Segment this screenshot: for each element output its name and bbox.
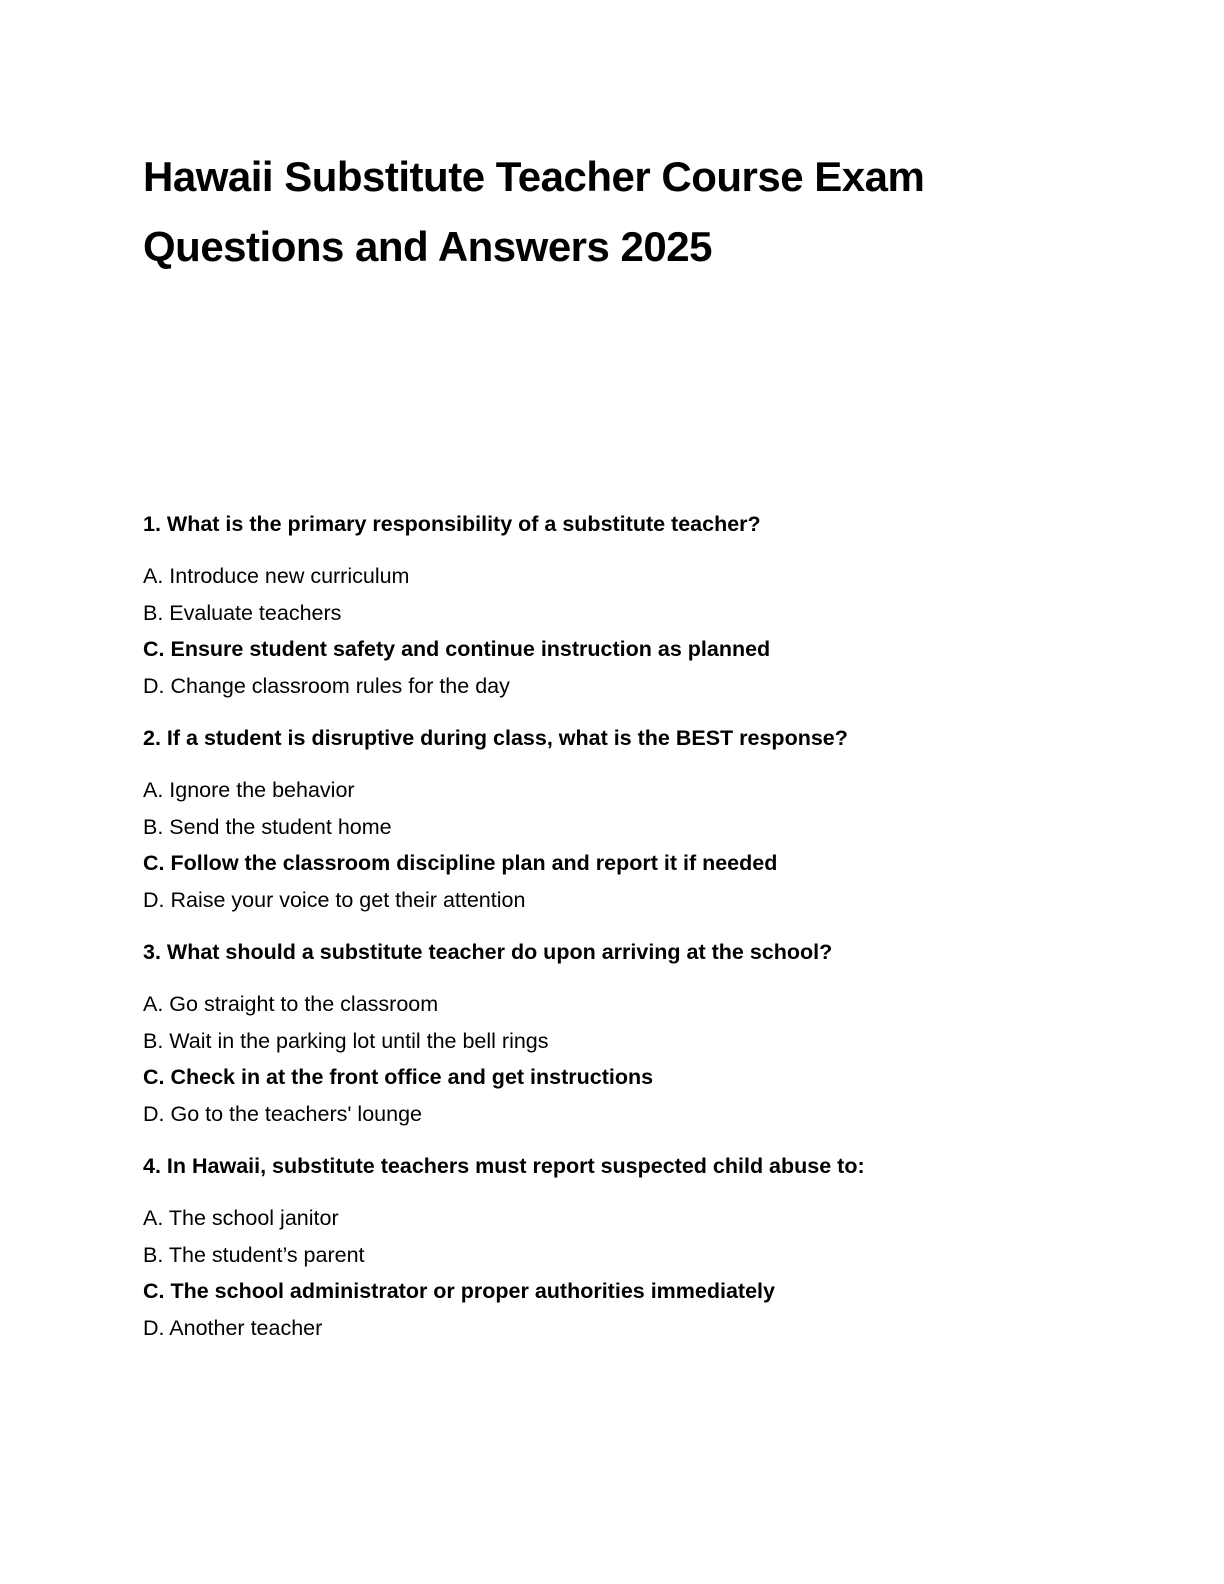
answer-options [143, 558, 1103, 704]
answer-option-d: D. Go to the teachers' lounge [143, 1101, 422, 1126]
answer-options [143, 986, 1103, 1132]
answer-option-c-correct: C. The school administrator or proper authorities immediately [143, 1279, 775, 1303]
question-text: 2. If a student is disruptive during class, what is the BEST response? [143, 726, 848, 750]
question-text: 3. What should a substitute teacher do upon arriving at the school? [143, 940, 833, 964]
question-1 [143, 506, 1103, 704]
question-text: 4. In Hawaii, substitute teachers must report suspected child abuse to: [143, 1154, 865, 1178]
answer-option-d: D. Another teacher [143, 1315, 323, 1340]
answer-option-b: B. Evaluate teachers [143, 600, 342, 625]
answer-option-a: A. Go straight to the classroom [143, 992, 439, 1016]
answer-option-a: A. Ignore the behavior [143, 778, 355, 802]
answer-option-c-correct: C. Ensure student safety and continue instruction as planned [143, 637, 771, 661]
question-3 [143, 934, 1103, 1132]
document-title [143, 142, 1103, 282]
question-2 [143, 720, 1103, 918]
question-4 [143, 1148, 1103, 1346]
title-line-2: Questions and Answers 2025 [143, 223, 712, 270]
question-list [143, 506, 1103, 1362]
answer-option-b: B. The student’s parent [143, 1242, 365, 1267]
answer-options [143, 1200, 1103, 1346]
answer-options [143, 772, 1103, 918]
answer-option-b: B. Wait in the parking lot until the bell rings [143, 1028, 549, 1053]
answer-option-d: D. Change classroom rules for the day [143, 673, 510, 698]
answer-option-d: D. Raise your voice to get their attention [143, 887, 526, 912]
title-line-1: Hawaii Substitute Teacher Course Exam [143, 153, 925, 200]
answer-option-b: B. Send the student home [143, 814, 392, 839]
answer-option-c-correct: C. Follow the classroom discipline plan and report it if needed [143, 851, 778, 875]
answer-option-a: A. Introduce new curriculum [143, 564, 410, 588]
question-text: 1. What is the primary responsibility of a substitute teacher? [143, 512, 761, 536]
answer-option-c-correct: C. Check in at the front office and get instructions [143, 1065, 654, 1089]
answer-option-a: A. The school janitor [143, 1206, 339, 1230]
